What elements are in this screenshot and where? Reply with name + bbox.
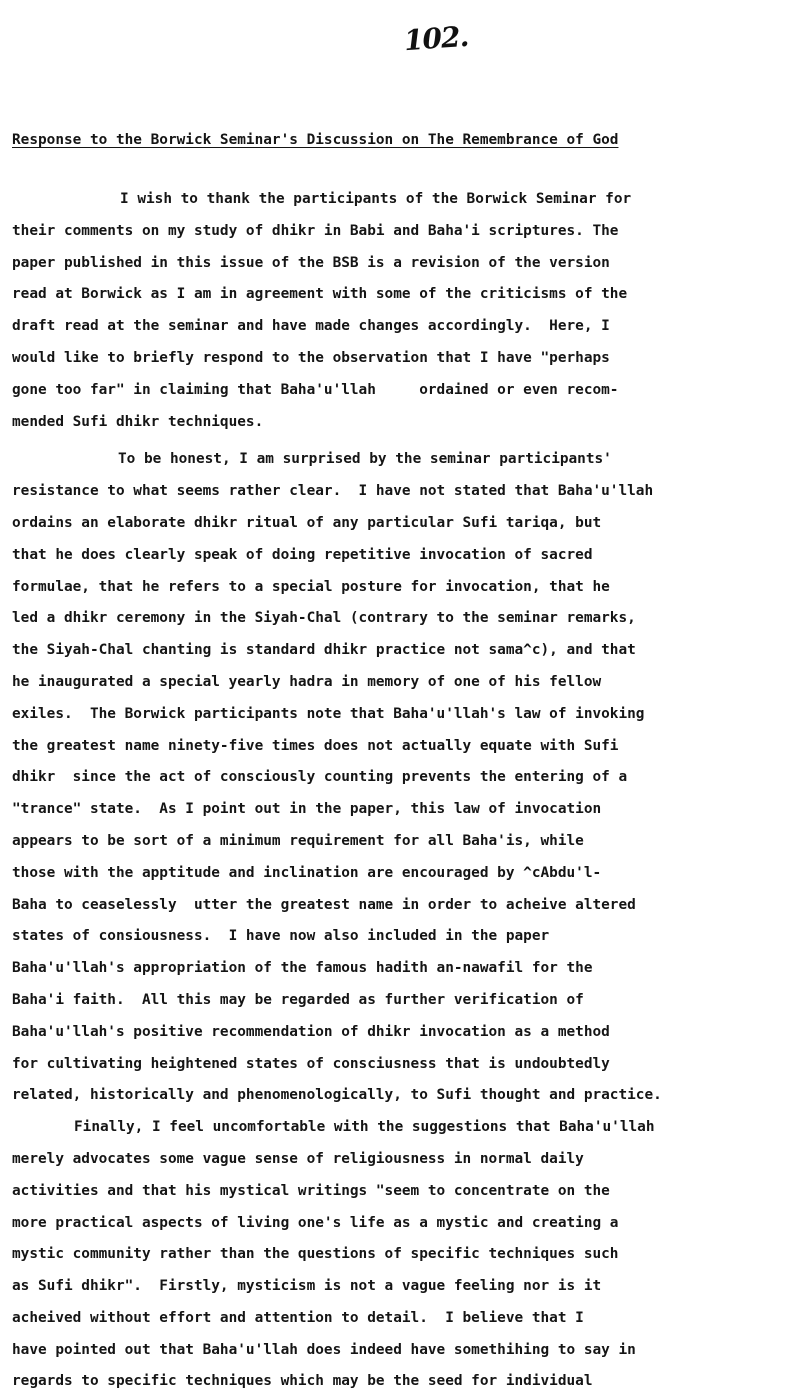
text-line: mended Sufi dhikr techniques. (12, 413, 264, 430)
text-line: resistance to what seems rather clear. I have not stated that Baha'u'llah (12, 483, 654, 500)
text-line: led a dhikr ceremony in the Siyah-Chal (contrary to the seminar remarks, (12, 610, 636, 627)
text-line: as Sufi dhikr". Firstly, mysticism is not a vague feeling nor is it (12, 1278, 602, 1295)
text-line: I wish to thank the participants of the Borwick Seminar for (120, 191, 632, 207)
text-line: formulae, that he refers to a special posture for invocation, that he (12, 578, 610, 595)
text-line: more practical aspects of living one's life as a mystic and creating a (12, 1214, 619, 1231)
text-line: appears to be sort of a minimum requirement for all Baha'is, while (12, 832, 584, 849)
text-line: ordains an elaborate dhikr ritual of any particular Sufi tariqa, but (12, 514, 602, 531)
text-line: "trance" state. As I point out in the paper, this law of invocation (12, 801, 602, 818)
document-heading: Response to the Borwick Seminar's Discussion on The Remembrance of God (12, 132, 619, 148)
text-line: would like to briefly respond to the observation that I have "perhaps (12, 349, 610, 366)
paragraph-2 (12, 444, 792, 1112)
text-line: the greatest name ninety-five times does not actually equate with Sufi (12, 737, 619, 754)
text-line: paper published in this issue of the BSB is a revision of the version (12, 254, 610, 271)
text-line: acheived without effort and attention to detail. I believe that I (12, 1309, 584, 1326)
document-body (12, 184, 792, 1398)
text-line: gone too far" in claiming that Baha'u'llah ordained or even recom- (12, 381, 619, 398)
text-line: Baha'u'llah's appropriation of the famous hadith an-nawafil for the (12, 960, 593, 977)
text-line: merely advocates some vague sense of religiousness in normal daily (12, 1150, 584, 1167)
paragraph-1 (12, 184, 792, 438)
text-line: Baha to ceaselessly utter the greatest name in order to acheive altered (12, 896, 636, 913)
text-line: their comments on my study of dhikr in Babi and Baha'i scriptures. The (12, 222, 619, 239)
text-line: have pointed out that Baha'u'llah does indeed have somethihing to say in (12, 1341, 636, 1358)
text-line: states of consiousness. I have now also included in the paper (12, 928, 550, 945)
text-line: that he does clearly speak of doing repetitive invocation of sacred (12, 546, 593, 563)
text-line: dhikr since the act of consciously counting prevents the entering of a (12, 769, 628, 786)
text-line: To be honest, I am surprised by the seminar participants' (118, 451, 612, 468)
text-line: the Siyah-Chal chanting is standard dhikr practice not sama^c), and that (12, 642, 636, 659)
text-line: those with the apptitude and inclination are encouraged by ^cAbdu'l- (12, 864, 602, 881)
text-line: mystic community rather than the questions of specific techniques such (12, 1246, 619, 1263)
text-line: he inaugurated a special yearly hadra in memory of one of his fellow (12, 673, 602, 690)
page-number: 102. (402, 19, 470, 58)
text-line: read at Borwick as I am in agreement with some of the criticisms of the (12, 286, 628, 303)
text-line: exiles. The Borwick participants note that Baha'u'llah's law of invoking (12, 705, 645, 722)
text-line: regards to specific techniques which may be the seed for individual (12, 1373, 593, 1390)
text-line: for cultivating heightened states of consciusness that is undoubtedly (12, 1055, 610, 1072)
text-line: Baha'u'llah's positive recommendation of dhikr invocation as a method (12, 1023, 610, 1040)
paragraph-3 (12, 1112, 792, 1398)
text-line: related, historically and phenomenologically, to Sufi thought and practice. (12, 1087, 662, 1104)
text-line: Finally, I feel uncomfortable with the suggestions that Baha'u'llah (74, 1119, 655, 1136)
text-line: activities and that his mystical writings "seem to concentrate on the (12, 1182, 610, 1199)
text-line: Baha'i faith. All this may be regarded as further verification of (12, 991, 584, 1008)
text-line: draft read at the seminar and have made changes accordingly. Here, I (12, 318, 610, 335)
